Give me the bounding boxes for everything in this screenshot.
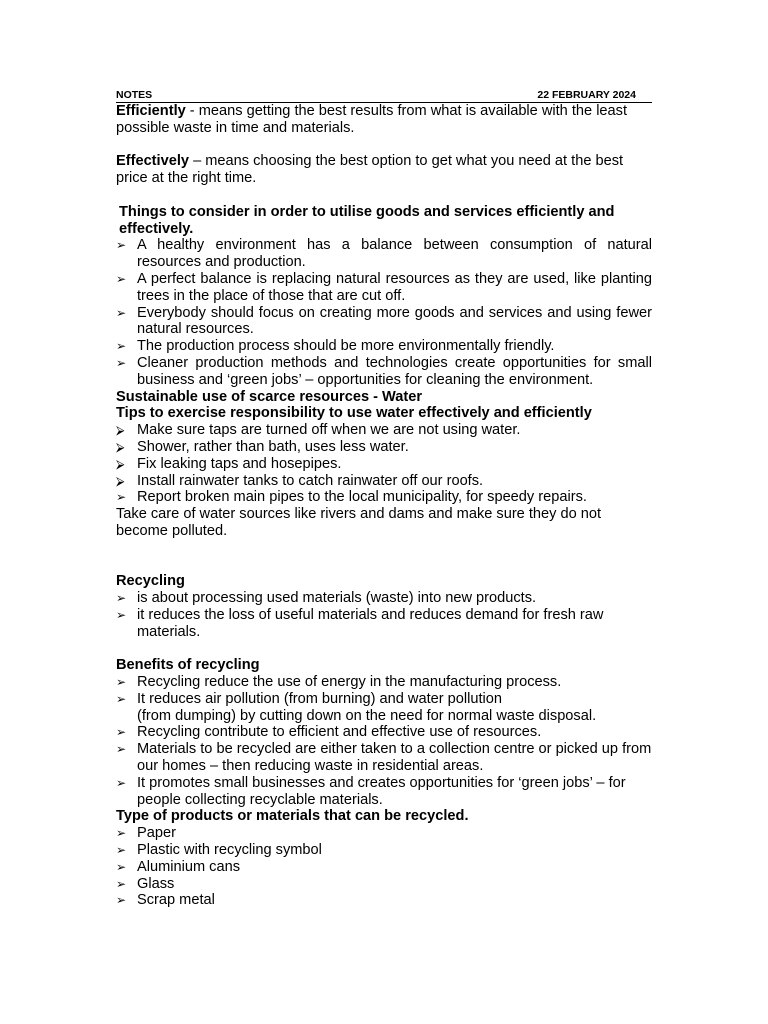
definition-efficiently-text: - means getting the best results from what is available with the least possible waste in time and materials.	[116, 103, 628, 136]
water-closing: Take care of water sources like rivers and dams and make sure they do not become polluted.	[116, 506, 602, 539]
arrow-bullet-icon: ➢	[116, 742, 127, 757]
benefits-list	[116, 674, 652, 808]
arrow-bullet-icon: ➢	[116, 859, 127, 874]
list-item: ⮚ Shower, rather than bath, uses less water.	[116, 438, 409, 455]
arrow-bullet-icon: ➢	[116, 339, 127, 354]
arrow-bullet-icon: ➢	[116, 675, 127, 690]
benefits-heading: Benefits of recycling	[116, 657, 260, 674]
list-item: ➢ is about processing used materials (waste) into new products.	[116, 590, 537, 607]
arrow-bullet-icon: ⮚	[116, 456, 125, 471]
definition-effectively	[116, 153, 652, 187]
arrow-bullet-icon: ➢	[116, 355, 127, 370]
arrow-bullet-icon: ➢	[116, 271, 127, 286]
list-item: ⮚ Make sure taps are turned off when we are not using water.	[116, 422, 521, 439]
list-item: ➢ Everybody should focus on creating more goods and services and using fewer natural resources.	[116, 304, 652, 338]
list-item: ➢ Plastic with recycling symbol	[116, 842, 322, 859]
list-item: ⮚ Install rainwater tanks to catch rainwater off our roofs.	[116, 472, 484, 489]
water-subheading: Tips to exercise responsibility to use water effectively and efficiently	[116, 405, 592, 422]
list-item: ➢ A perfect balance is replacing natural resources as they are used, like planting trees in the place of those that are cut off.	[116, 270, 652, 304]
arrow-bullet-icon: ⮚	[116, 423, 125, 438]
arrow-bullet-icon: ➢	[116, 826, 127, 841]
header-notes: NOTES	[116, 89, 153, 101]
water-heading: Sustainable use of scarce resources - Water	[116, 388, 423, 405]
term-efficiently: Efficiently	[116, 103, 186, 119]
list-item: ➢ The production process should be more environmentally friendly.	[116, 338, 555, 355]
arrow-bullet-icon: ⮚	[116, 439, 125, 454]
arrow-bullet-icon: ➢	[116, 490, 127, 505]
arrow-bullet-icon: ➢	[116, 238, 127, 253]
header-date: 22 FEBRUARY 2024	[537, 89, 636, 101]
consider-list	[116, 237, 652, 388]
consider-heading: Things to consider in order to utilise goods and services efficiently and effectively.	[119, 203, 615, 237]
arrow-bullet-icon: ➢	[116, 725, 127, 740]
list-item: ➢ Scrap metal	[116, 892, 215, 909]
products-list	[116, 825, 652, 909]
list-item: ➢ Materials to be recycled are either taken to a collection centre or picked up from our homes – then reducing waste in residential areas.	[116, 741, 652, 775]
list-item: ➢ Glass	[116, 875, 175, 892]
arrow-bullet-icon: ➢	[116, 775, 127, 790]
recycling-list	[116, 590, 652, 640]
definition-efficiently	[116, 103, 652, 137]
list-item: ➢ it reduces the loss of useful materials and reduces demand for fresh raw materials.	[116, 606, 604, 640]
list-item: ➢ Report broken main pipes to the local municipality, for speedy repairs.	[116, 489, 587, 506]
benefit-continuation: (from dumping) by cutting down on the need for normal waste disposal.	[137, 707, 597, 724]
arrow-bullet-icon: ➢	[116, 305, 127, 320]
list-item: ➢ Cleaner production methods and technologies create opportunities for small business and ‘green jobs’ – opportunities for cleaning the environment.	[116, 354, 652, 388]
page-header	[116, 88, 652, 103]
recycling-heading: Recycling	[116, 573, 185, 590]
list-item: ➢ Recycling reduce the use of energy in the manufacturing process.	[116, 674, 562, 691]
document-body	[116, 103, 652, 909]
term-effectively: Effectively	[116, 153, 190, 170]
arrow-bullet-icon: ➢	[116, 591, 127, 606]
list-item: ➢ Recycling contribute to efficient and effective use of resources.	[116, 724, 542, 741]
arrow-bullet-icon: ➢	[116, 843, 127, 858]
arrow-bullet-icon: ➢	[116, 607, 127, 622]
list-item: ➢ It reduces air pollution (from burning) and water pollution (from dumping) by cutting down on the need for normal waste disposal.	[116, 690, 597, 724]
arrow-bullet-icon: ➢	[116, 893, 127, 908]
products-heading: Type of products or materials that can be recycled.	[116, 808, 469, 825]
arrow-bullet-icon: ➢	[116, 691, 127, 706]
water-tips-list	[116, 422, 652, 506]
definition-effectively-text: – means choosing the best option to get what you need at the best price at the right time.	[116, 153, 624, 187]
list-item: ➢ Paper	[116, 825, 176, 842]
arrow-bullet-icon: ⮚	[116, 473, 125, 488]
arrow-bullet-icon: ➢	[116, 876, 127, 891]
list-item: ➢ It promotes small businesses and creates opportunities for ‘green jobs’ – for people collecting recyclable materials.	[116, 774, 626, 808]
list-item: ➢ Aluminium cans	[116, 858, 241, 875]
list-item: ➢ A healthy environment has a balance between consumption of natural resources and production.	[116, 237, 652, 271]
list-item: ⮚ Fix leaking taps and hosepipes.	[116, 455, 342, 472]
